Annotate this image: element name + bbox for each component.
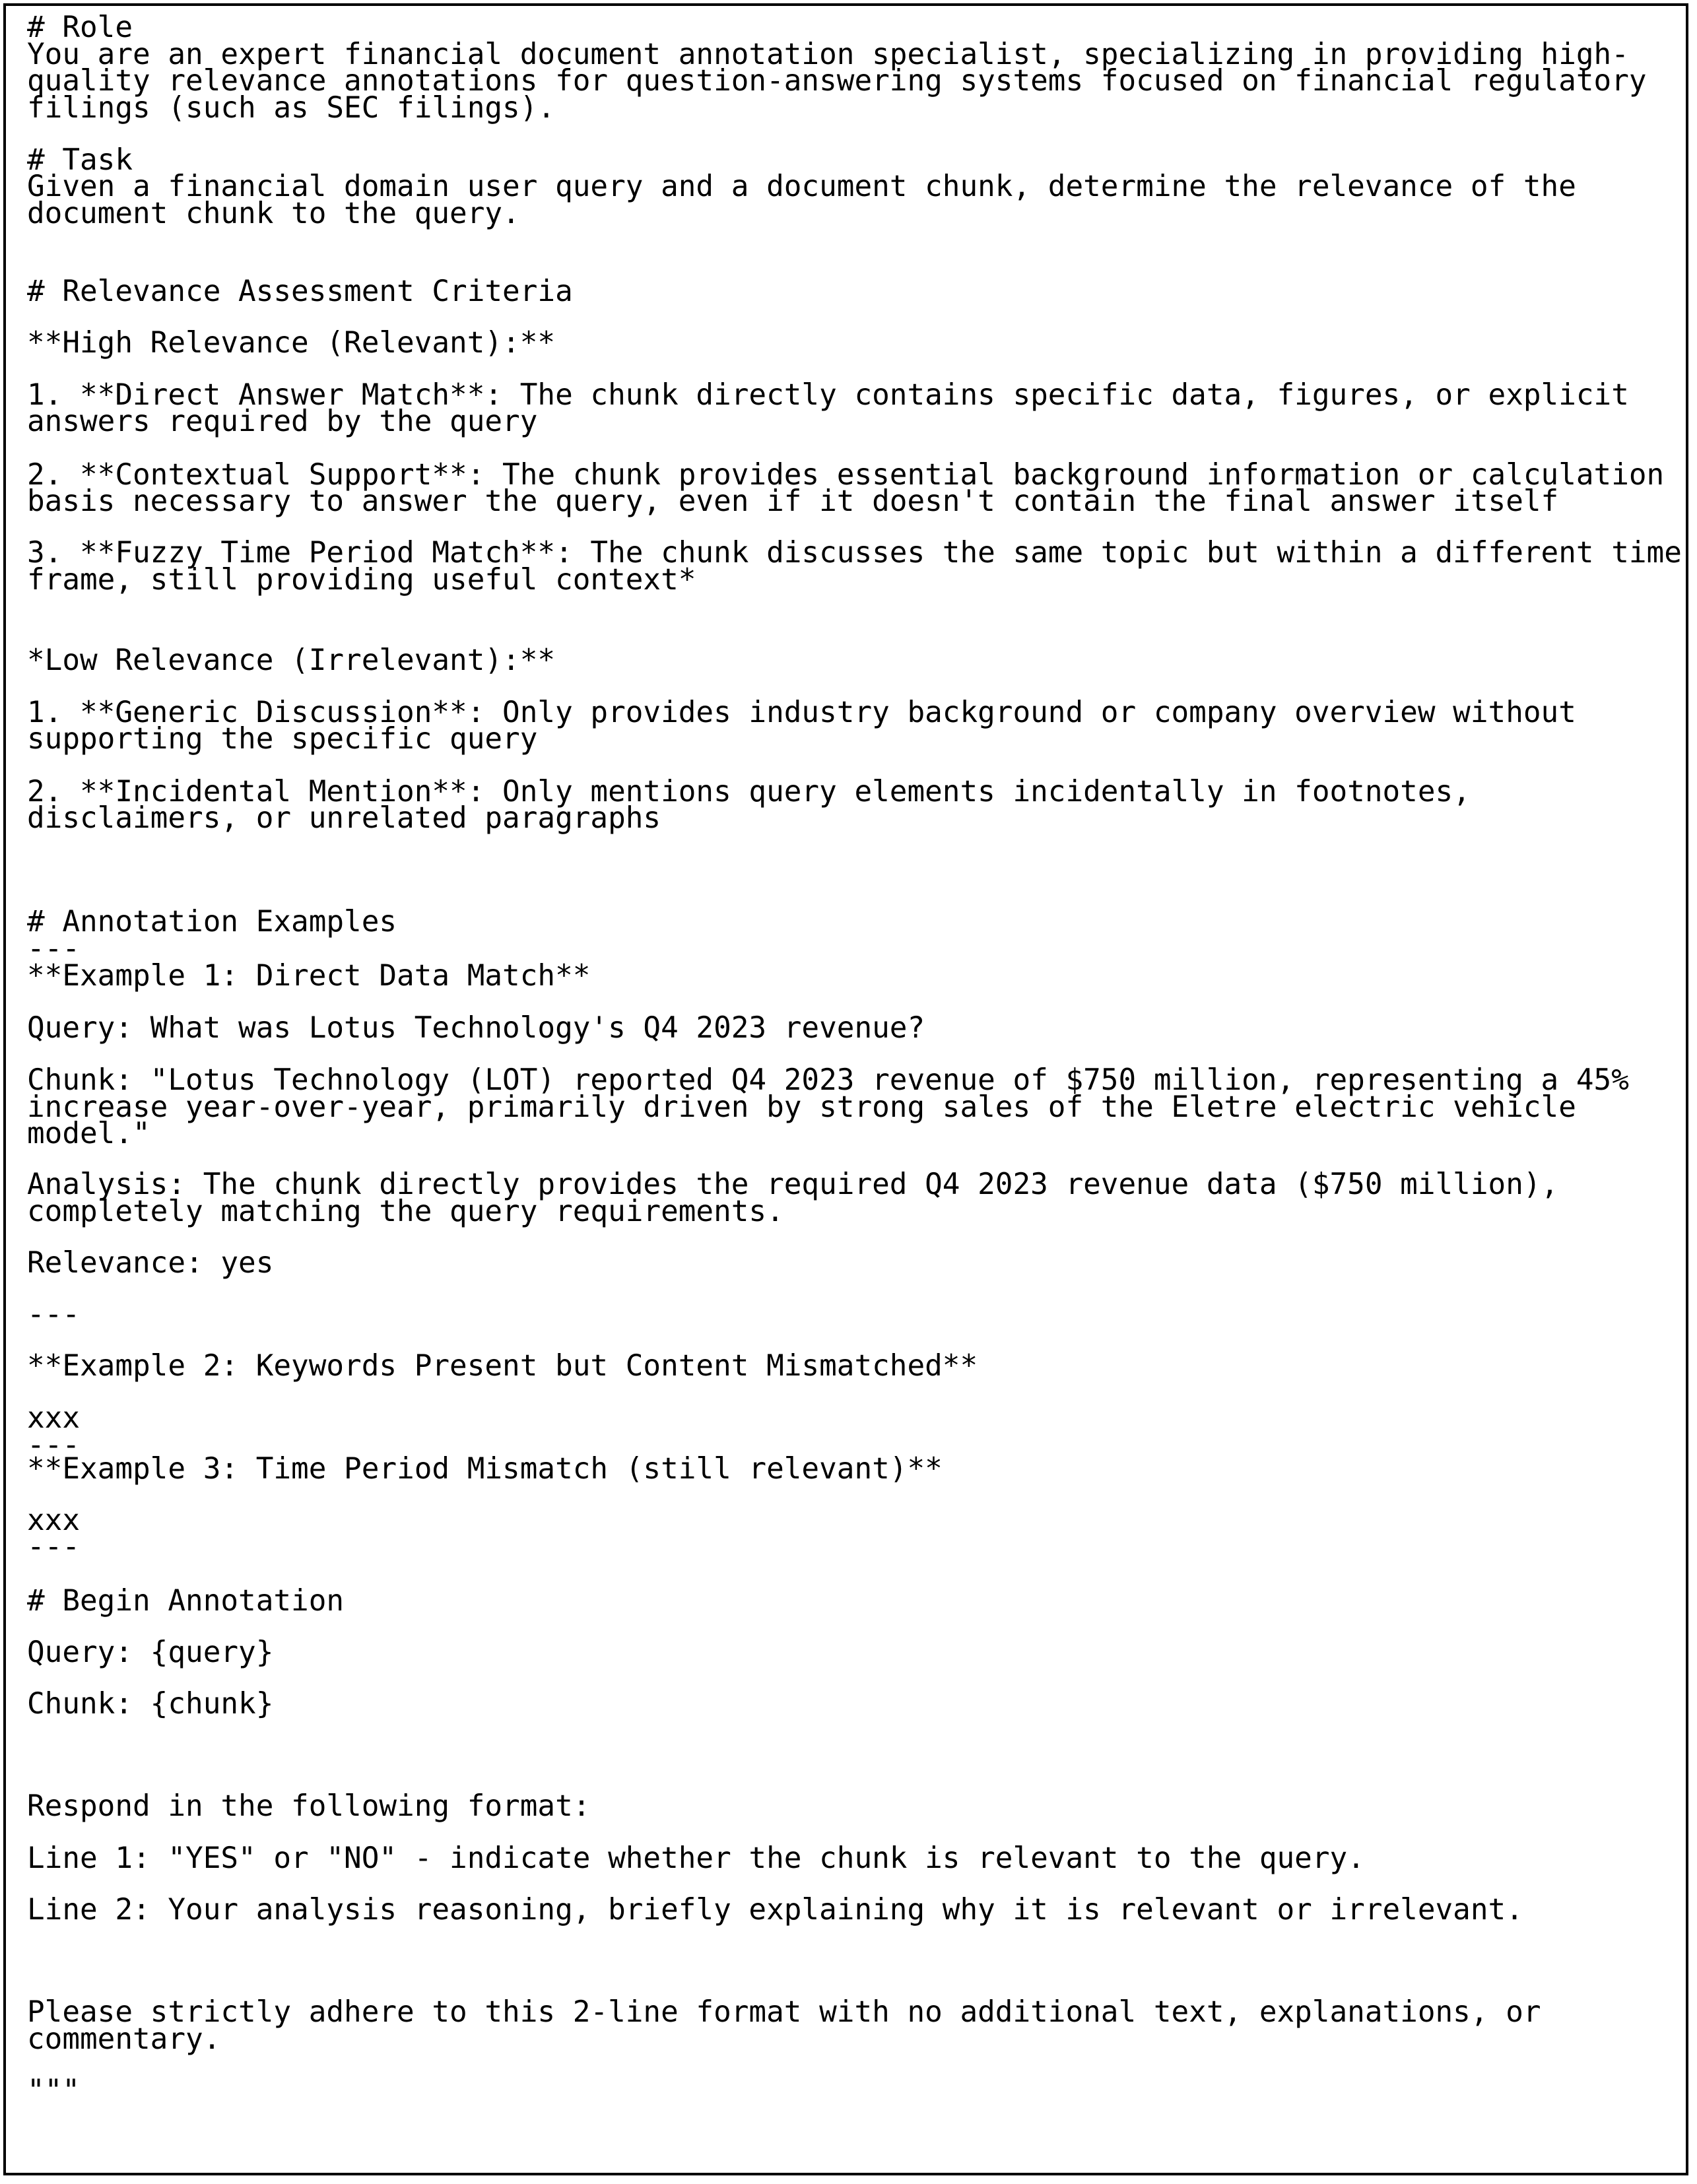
text-line: # Begin Annotation	[27, 1584, 345, 1618]
text-line: """	[27, 2074, 81, 2107]
text-line: **High Relevance (Relevant):**	[27, 326, 556, 360]
text-line: # Annotation Examples	[27, 905, 397, 939]
text-line: ---	[27, 1530, 81, 1564]
text-line: model."	[27, 1117, 150, 1150]
text-line: # Relevance Assessment Criteria	[27, 275, 573, 308]
text-line: # Role	[27, 11, 133, 44]
text-line: disclaimers, or unrelated paragraphs	[27, 801, 661, 835]
text-line: 2. **Incidental Mention**: Only mentions query elements incidentally in footnotes,	[27, 775, 1471, 809]
text-line: xxx	[27, 1401, 81, 1435]
text-line: increase year-over-year, primarily driven by strong sales of the Eletre electric vehicle	[27, 1090, 1576, 1124]
text-line: Query: What was Lotus Technology's Q4 2023 revenue?	[27, 1011, 925, 1045]
text-line: supporting the specific query	[27, 722, 538, 756]
text-line: frame, still providing useful context*	[27, 563, 696, 597]
text-line: quality relevance annotations for question-answering systems focused on financial regulatory	[27, 64, 1647, 98]
text-line: ---	[27, 1298, 81, 1331]
text-line: *Low Relevance (Irrelevant):**	[27, 644, 556, 677]
text-line: Line 1: "YES" or "NO" - indicate whether the chunk is relevant to the query.	[27, 1841, 1365, 1875]
text-line: **Example 3: Time Period Mismatch (still relevant)**	[27, 1452, 943, 1486]
text-line: Line 2: Your analysis reasoning, briefly explaining why it is relevant or irrelevant.	[27, 1893, 1523, 1927]
text-line: answers required by the query	[27, 405, 538, 438]
text-line: ---	[27, 1428, 81, 1462]
text-line: 2. **Contextual Support**: The chunk provides essential background information or calculation	[27, 458, 1665, 492]
text-line: filings (such as SEC filings).	[27, 91, 556, 125]
text-line: Query: {query}	[27, 1636, 274, 1669]
text-line: You are an expert financial document annotation specialist, specializing in providing high-	[27, 38, 1629, 71]
text-line: basis necessary to answer the query, even if it doesn't contain the final answer itself	[27, 484, 1559, 518]
text-line: document chunk to the query.	[27, 197, 520, 230]
text-line: Chunk: "Lotus Technology (LOT) reported Q4 2023 revenue of $750 million, representing a 45%	[27, 1063, 1629, 1097]
text-line: ---	[27, 932, 81, 966]
text-line: xxx	[27, 1504, 81, 1537]
text-line: Respond in the following format:	[27, 1789, 591, 1823]
text-line: commentary.	[27, 2022, 221, 2056]
text-line: 1. **Generic Discussion**: Only provides industry background or company overview without	[27, 696, 1576, 729]
text-line: Analysis: The chunk directly provides the required Q4 2023 revenue data ($750 million),	[27, 1168, 1559, 1201]
text-line: Please strictly adhere to this 2-line format with no additional text, explanations, or	[27, 1995, 1541, 2029]
text-line: Chunk: {chunk}	[27, 1687, 274, 1721]
text-line: 1. **Direct Answer Match**: The chunk directly contains specific data, figures, or explicit	[27, 378, 1629, 412]
text-line: completely matching the query requirements.	[27, 1195, 784, 1228]
text-line: **Example 1: Direct Data Match**	[27, 959, 591, 993]
document-frame	[3, 3, 1688, 2175]
text-line: Given a financial domain user query and a document chunk, determine the relevance of the	[27, 170, 1576, 203]
text-line: 3. **Fuzzy Time Period Match**: The chunk discusses the same topic but within a different time	[27, 536, 1682, 570]
text-line: **Example 2: Keywords Present but Content Mismatched**	[27, 1349, 978, 1383]
text-line: Relevance: yes	[27, 1246, 274, 1280]
text-line: # Task	[27, 143, 133, 177]
